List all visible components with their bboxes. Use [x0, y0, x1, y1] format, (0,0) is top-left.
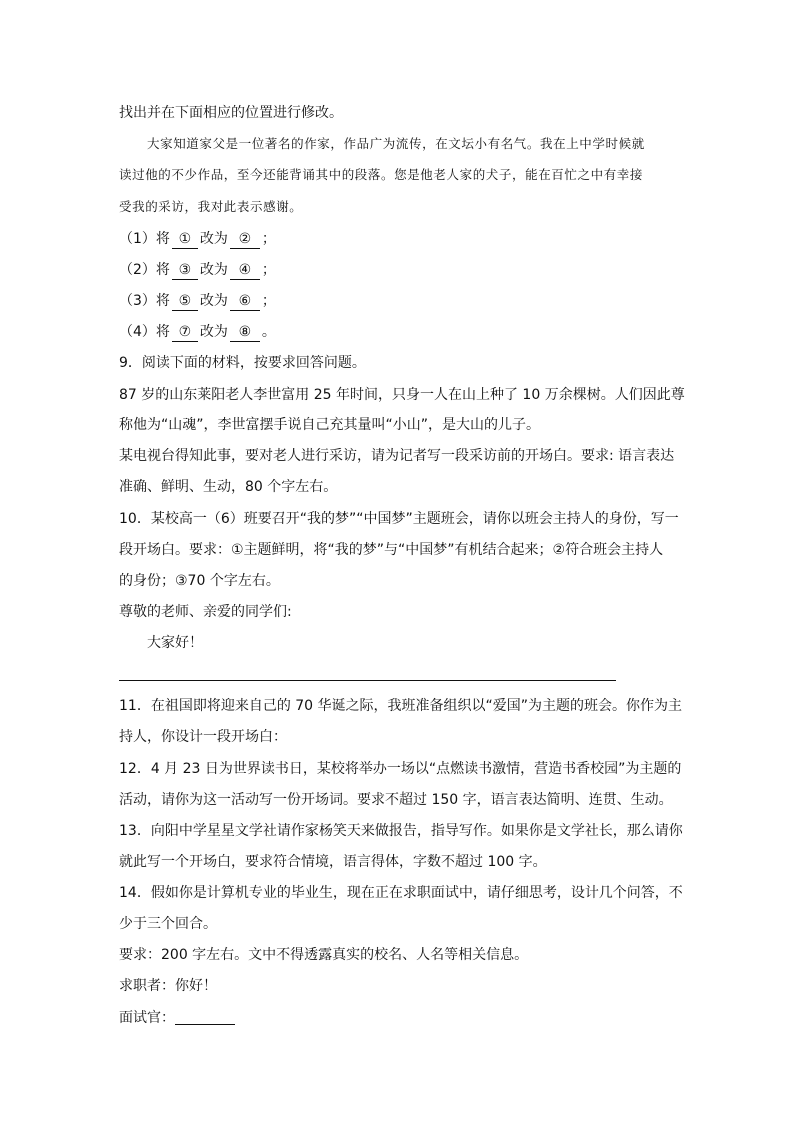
question-14: 14．假如你是计算机专业的毕业生，现在正在求职面试中，请仔细思考，设计几个问答，不	[119, 885, 683, 901]
question-9-text: 某电视台得知此事，要对老人进行采访，请为记者写一段采访前的开场白。要求: 语言表达	[119, 448, 675, 464]
question-13-text: 就此写一个开场白，要求符合情境，语言得体，字数不超过 100 字。	[119, 854, 547, 870]
answer-blank: ④	[230, 261, 260, 280]
answer-blank: ①	[172, 230, 198, 249]
answer-line	[119, 680, 616, 681]
question-9-text: 称他为“山魂”，李世富摆手说自己充其量叫“小山”，是大山的儿子。	[119, 417, 541, 433]
question-12: 12．4 月 23 日为世界读书日，某校将举办一场以“点燃读书激情，营造书香校园”为主题的	[119, 761, 682, 777]
answer-blank	[175, 1010, 235, 1025]
question-9: 9．阅读下面的材料，按要求回答问题。	[119, 355, 366, 371]
dialogue-candidate: 求职者：你好！	[119, 978, 217, 994]
passage-line: 受我的采访，我对此表示感谢。	[119, 199, 303, 214]
answer-blank: ⑥	[230, 292, 260, 311]
fix-line: （2）将 ③ 改为 ④ ；	[119, 262, 276, 278]
answer-blank: ⑦	[172, 323, 198, 342]
question-9-text: 准确、鲜明、生动，80 个字左右。	[119, 479, 338, 495]
fix-line: （4）将 ⑦ 改为 ⑧ 。	[119, 324, 276, 340]
answer-blank: ③	[172, 261, 198, 280]
dialogue-interviewer: 面试官：	[119, 1009, 235, 1027]
passage-line: 读过他的不少作品，至今还能背诵其中的段落。您是他老人家的犬子，能在百忙之中有幸接	[119, 167, 644, 182]
question-14-requirement: 要求：200 字左右。文中不得透露真实的校名、人名等相关信息。	[119, 947, 529, 963]
question-10: 10．某校高一（6）班要召开“我的梦”“中国梦”主题班会，请你以班会主持人的身份，写一	[119, 511, 679, 527]
intro-line: 找出并在下面相应的位置进行修改。	[119, 105, 343, 121]
question-14-text: 少于三个回合。	[119, 916, 217, 932]
question-10-text: 的身份；③70 个字左右。	[119, 573, 280, 589]
question-11-text: 持人，你设计一段开场白：	[119, 729, 287, 745]
salutation: 尊敬的老师、亲爱的同学们:	[119, 604, 292, 620]
answer-blank: ②	[230, 230, 260, 249]
greeting: 大家好！	[147, 635, 203, 651]
passage-line: 大家知道家父是一位著名的作家，作品广为流传，在文坛小有名气。我在上中学时候就	[147, 136, 645, 151]
question-12-text: 活动，请你为这一活动写一份开场词。要求不超过 150 字，语言表达简明、连贯、生动。	[119, 792, 673, 808]
answer-blank: ⑧	[230, 323, 260, 342]
answer-blank: ⑤	[172, 292, 198, 311]
question-11: 11．在祖国即将迎来自己的 70 华诞之际，我班准备组织以“爱国”为主题的班会。你作为主	[119, 698, 683, 714]
fix-line: （3）将 ⑤ 改为 ⑥ ；	[119, 293, 276, 309]
fix-line: （1）将 ① 改为 ② ；	[119, 231, 276, 247]
question-13: 13．向阳中学星星文学社请作家杨笑天来做报告，指导写作。如果你是文学社长，那么请你	[119, 823, 683, 839]
question-10-text: 段开场白。要求：①主题鲜明，将“我的梦”与“中国梦”有机结合起来；②符合班会主持人	[119, 542, 664, 558]
question-9-text: 87 岁的山东莱阳老人李世富用 25 年时间，只身一人在山上种了 10 万余棵树。人们因此尊	[119, 387, 685, 403]
